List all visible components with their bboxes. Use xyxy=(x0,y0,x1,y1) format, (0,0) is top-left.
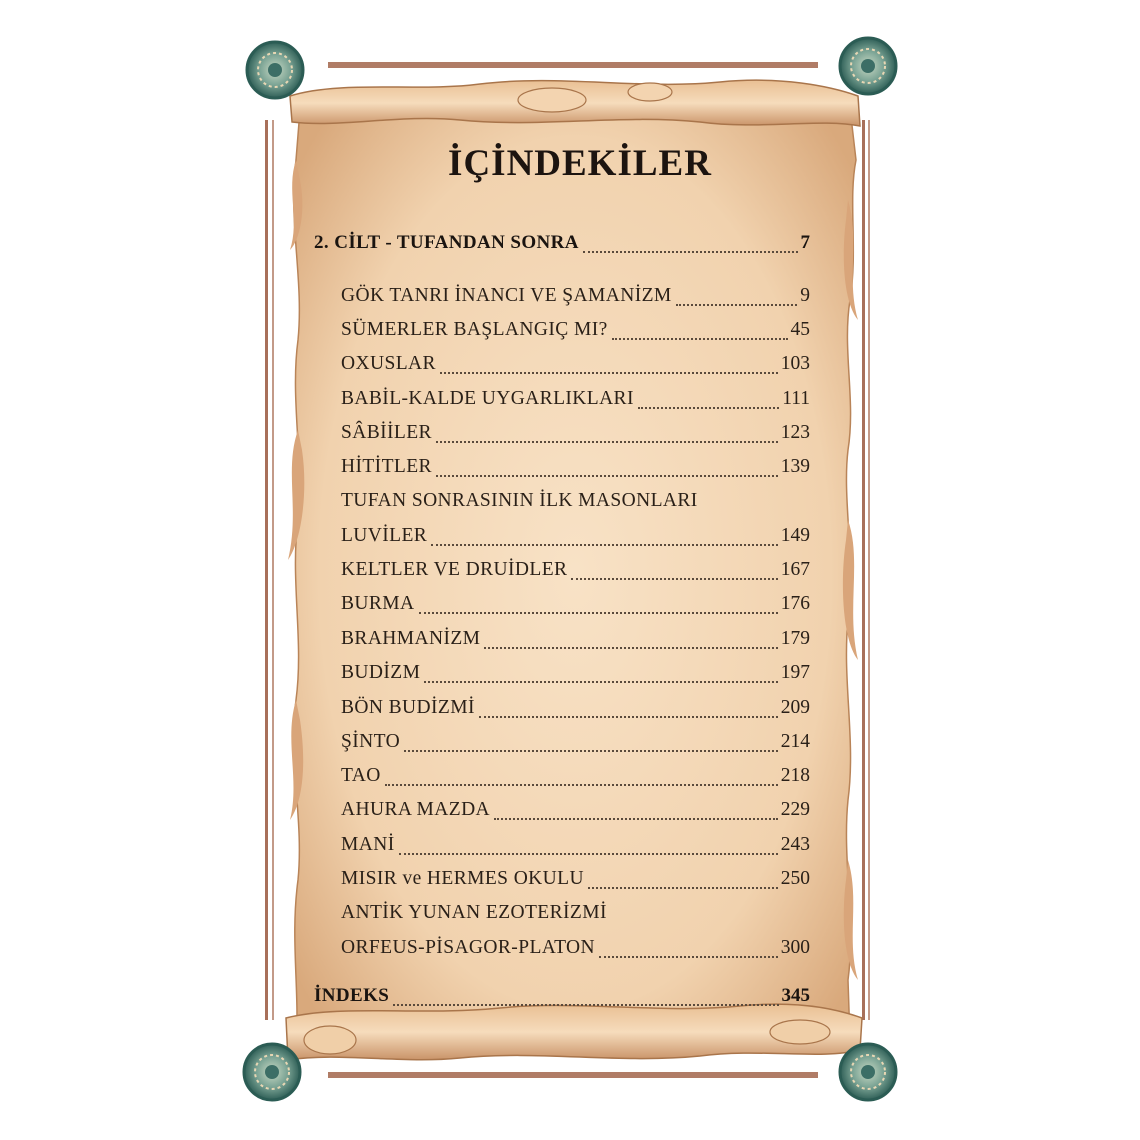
toc-entry-title: ANTİK YUNAN EZOTERİZMİ xyxy=(341,902,607,923)
toc-entry-title: MANİ xyxy=(341,834,395,855)
toc-dot-leader xyxy=(588,887,778,889)
toc-entry-page: 45 xyxy=(790,319,810,340)
toc-entry-page: 111 xyxy=(782,388,810,409)
toc-entry xyxy=(0,593,1140,623)
corner-medallion-top-left xyxy=(247,42,303,98)
toc-entry xyxy=(0,697,1140,727)
toc-entry-page: 176 xyxy=(780,593,810,614)
toc-entry-title: KELTLER VE DRUİDLER xyxy=(341,559,568,580)
toc-dot-leader xyxy=(571,578,778,580)
toc-entry-title: ŞİNTO xyxy=(341,731,401,752)
toc-entry-title: BUDİZM xyxy=(341,662,421,683)
toc-dot-leader xyxy=(583,251,798,253)
toc-dot-leader xyxy=(638,407,779,409)
toc-entry-title: BABİL-KALDE UYGARLIKLARI xyxy=(341,388,634,409)
toc-entry xyxy=(0,559,1140,589)
toc-entry-page: 7 xyxy=(800,232,810,253)
toc-entry-page: 214 xyxy=(780,731,810,752)
toc-dot-leader xyxy=(385,784,778,786)
toc-entry xyxy=(0,799,1140,829)
toc-entry-page: 243 xyxy=(780,834,810,855)
page-title: İÇİNDEKİLER xyxy=(448,143,712,184)
toc-entry-title: 2. CİLT - TUFANDAN SONRA xyxy=(314,232,579,253)
corner-medallion-bottom-right xyxy=(840,1044,896,1100)
toc-entry-title: BRAHMANİZM xyxy=(341,628,481,649)
toc-entry xyxy=(0,937,1140,967)
toc-entry xyxy=(0,731,1140,761)
toc-dot-leader xyxy=(424,681,778,683)
toc-dot-leader xyxy=(436,475,778,477)
toc-entry-page: 167 xyxy=(780,559,810,580)
toc-entry xyxy=(0,490,1140,520)
toc-dot-leader xyxy=(484,647,778,649)
toc-entry-title: OXUSLAR xyxy=(341,353,436,374)
toc-entry-page: 250 xyxy=(780,868,810,889)
toc-dot-leader xyxy=(599,956,778,958)
toc-entry-page: 179 xyxy=(780,628,810,649)
toc-entry-title: SÜMERLER BAŞLANGIÇ MI? xyxy=(341,319,608,340)
toc-entry-title: MISIR ve HERMES OKULU xyxy=(341,868,584,889)
toc-entry-page: 139 xyxy=(780,456,810,477)
toc-entry xyxy=(0,456,1140,486)
toc-dot-leader xyxy=(479,716,778,718)
toc-entry xyxy=(0,628,1140,658)
toc-entry-page: 345 xyxy=(781,985,810,1006)
toc-entry-page: 123 xyxy=(780,422,810,443)
toc-dot-leader xyxy=(431,544,778,546)
toc-entry-page: 209 xyxy=(780,697,810,718)
toc-entry-title: BURMA xyxy=(341,593,415,614)
toc-entry-title: İNDEKS xyxy=(314,985,390,1006)
toc-entry-page: 149 xyxy=(780,525,810,546)
toc-entry xyxy=(0,232,1140,262)
toc-entry-title: TAO xyxy=(341,765,381,786)
toc-entry-page: 103 xyxy=(780,353,810,374)
toc-entry xyxy=(0,902,1140,932)
toc-entry-title: TUFAN SONRASININ İLK MASONLARI xyxy=(341,490,698,511)
toc-entry xyxy=(0,422,1140,452)
toc-entry xyxy=(0,834,1140,864)
toc-dot-leader xyxy=(436,441,778,443)
toc-entry xyxy=(0,868,1140,898)
toc-dot-leader xyxy=(404,750,778,752)
toc-entry xyxy=(0,388,1140,418)
toc-entry xyxy=(0,662,1140,692)
toc-entry-page: 300 xyxy=(780,937,810,958)
toc-dot-leader xyxy=(676,304,797,306)
toc-entry-title: AHURA MAZDA xyxy=(341,799,491,820)
toc-entry-title: LUVİLER xyxy=(341,525,428,546)
toc-entry-page: 229 xyxy=(780,799,810,820)
toc-entry-title: HİTİTLER xyxy=(341,456,432,477)
toc-entry-title: BÖN BUDİZMİ xyxy=(341,697,475,718)
toc-entry xyxy=(0,353,1140,383)
toc-entry-page: 197 xyxy=(780,662,810,683)
toc-entry xyxy=(0,525,1140,555)
toc-entry xyxy=(0,985,1140,1015)
toc-dot-leader xyxy=(399,853,778,855)
toc-entry-title: GÖK TANRI İNANCI VE ŞAMANİZM xyxy=(341,285,672,306)
toc-entry-page: 9 xyxy=(800,285,810,306)
toc-entry-page: 218 xyxy=(780,765,810,786)
toc-dot-leader xyxy=(612,338,788,340)
corner-medallion-top-right xyxy=(840,38,896,94)
toc-dot-leader xyxy=(440,372,778,374)
toc-entry-title: ORFEUS-PİSAGOR-PLATON xyxy=(341,937,595,958)
corner-medallion-bottom-left xyxy=(244,1044,300,1100)
toc-entry xyxy=(0,765,1140,795)
toc-entry xyxy=(0,285,1140,315)
toc-entry-title: SÂBİİLER xyxy=(341,422,432,443)
toc-dot-leader xyxy=(393,1004,779,1006)
toc-dot-leader xyxy=(494,818,778,820)
toc-entry xyxy=(0,319,1140,349)
toc-dot-leader xyxy=(419,612,778,614)
